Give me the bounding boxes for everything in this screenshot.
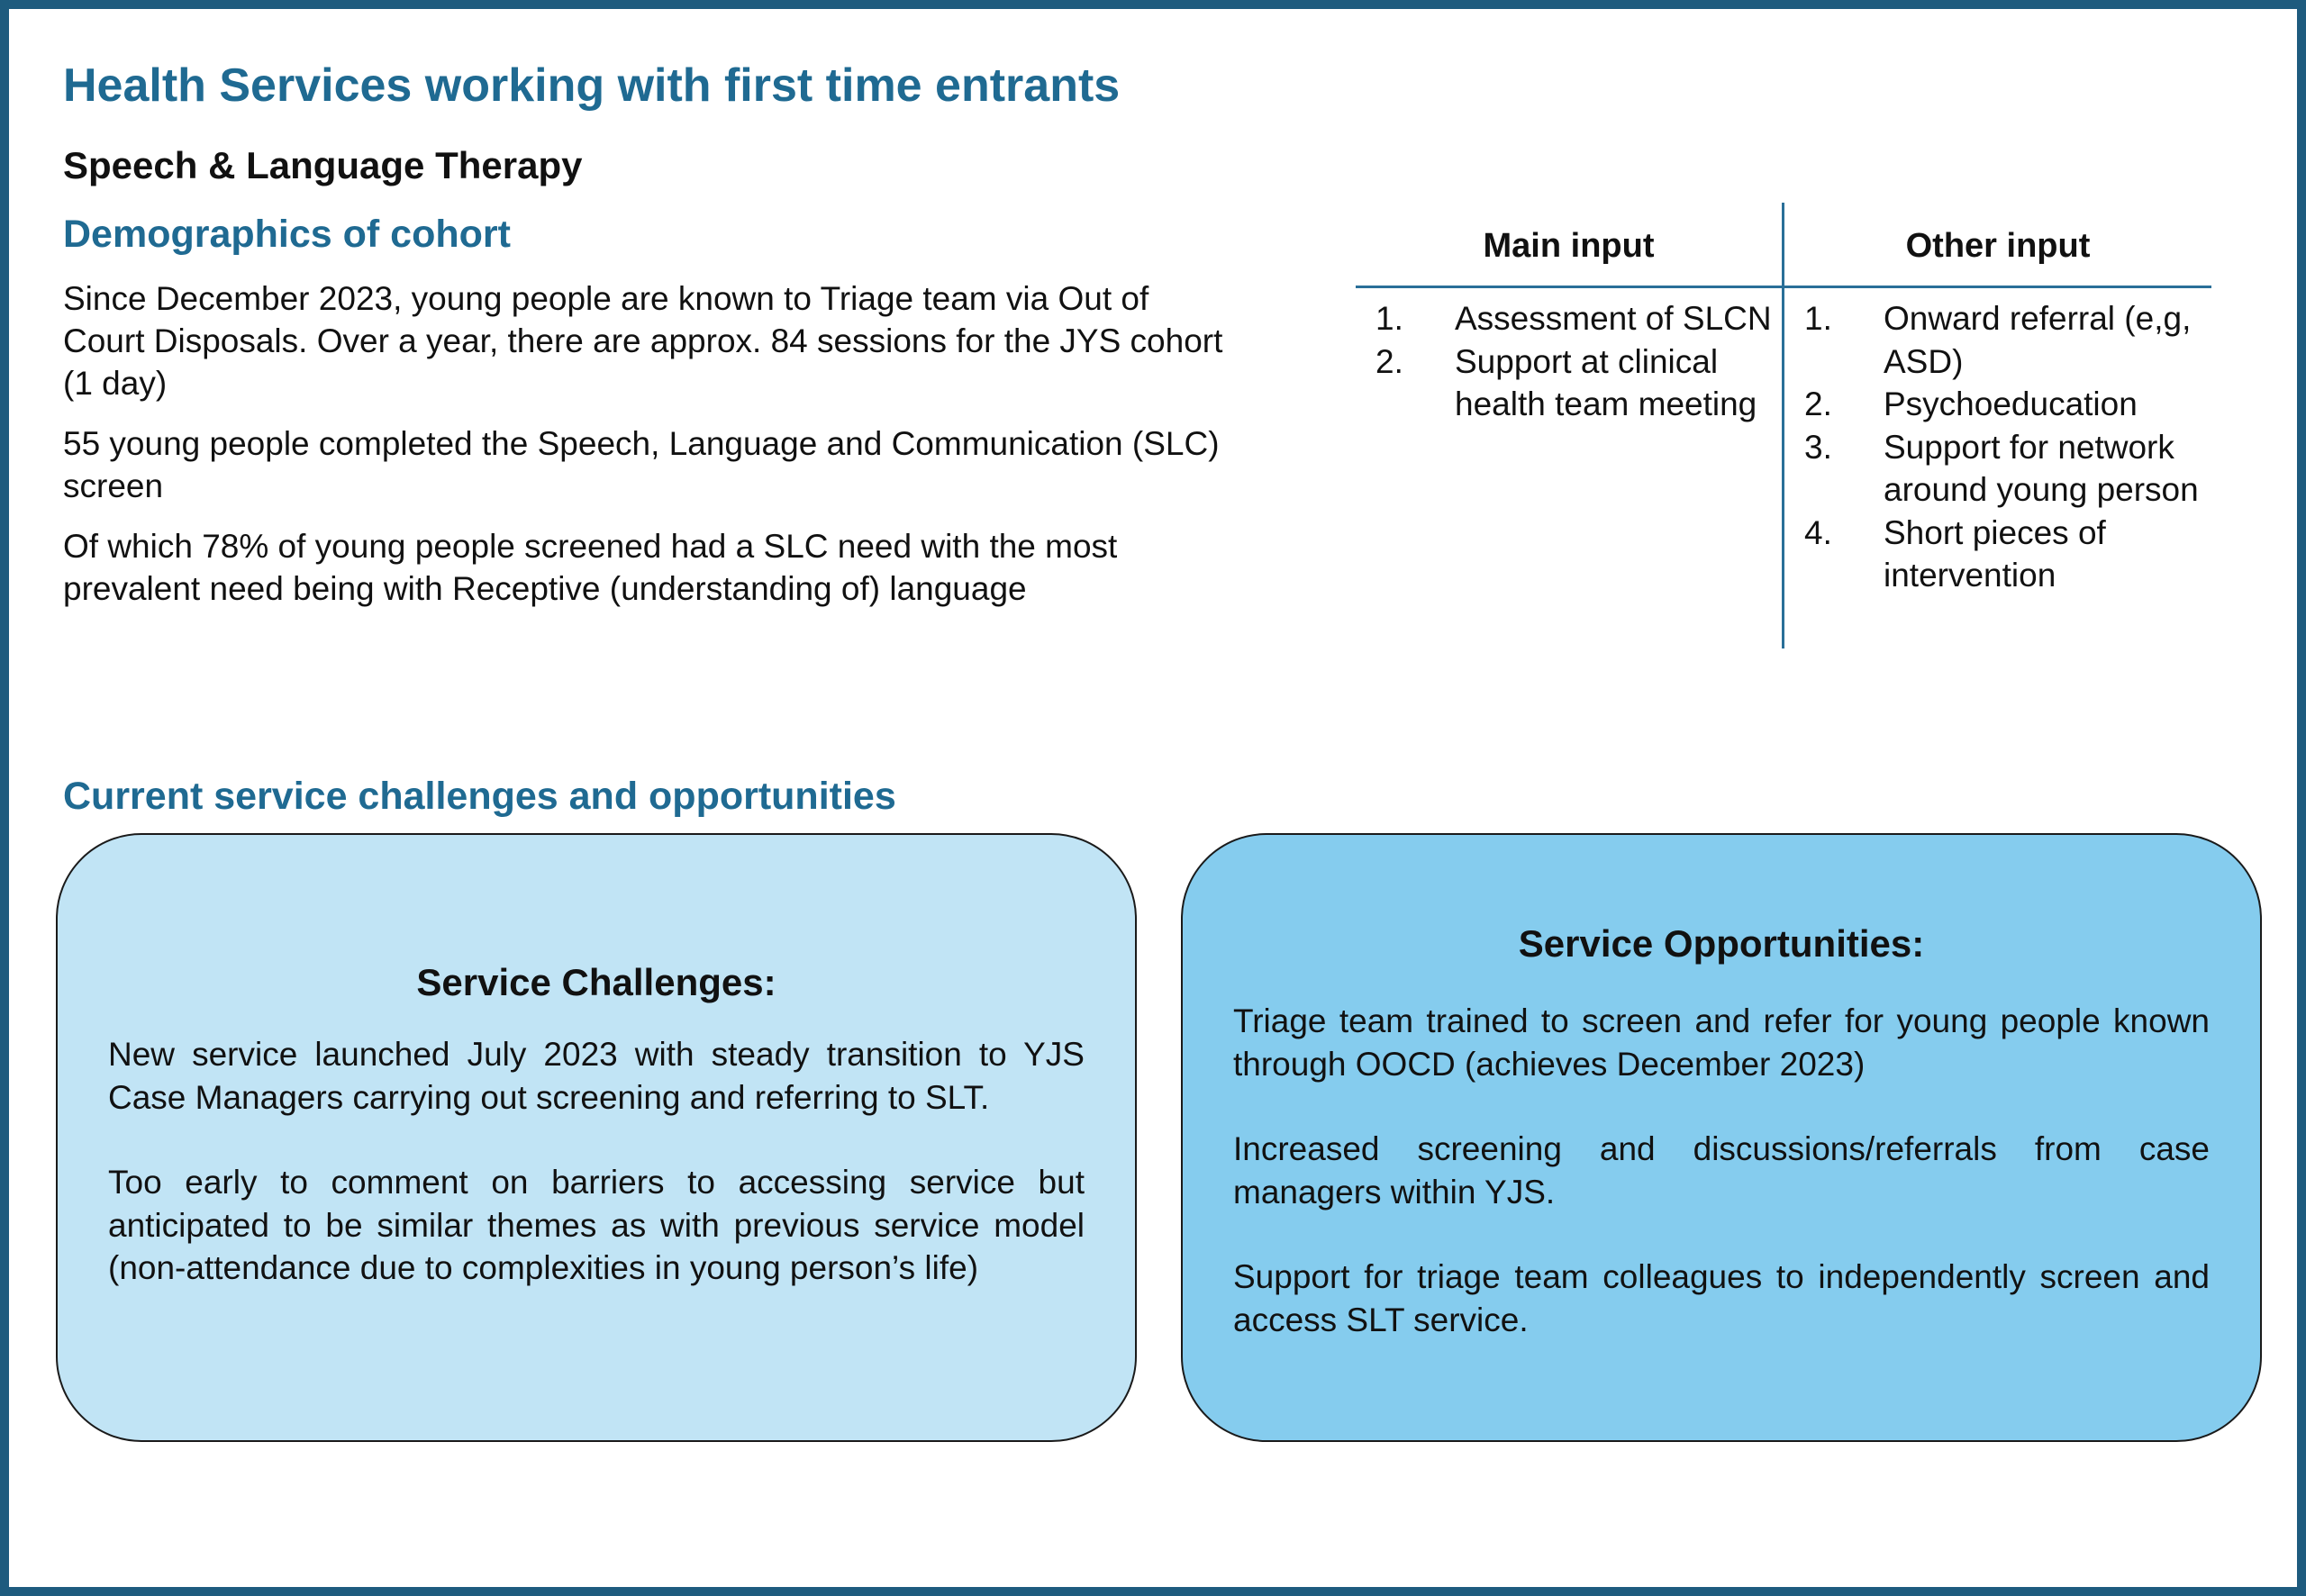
service-opportunities-paragraph: Support for triage team colleagues to independently screen and access SLT service.	[1233, 1258, 2210, 1338]
main-input-header: Main input	[1483, 227, 1655, 265]
list-number: 4.	[1804, 513, 1832, 551]
list-number: 1.	[1375, 300, 1403, 337]
input-table	[1356, 203, 2211, 648]
main-input-item	[1375, 297, 1772, 340]
list-item-text: Onward referral (e,g, ASD)	[1884, 300, 2192, 380]
service-challenges-box	[56, 833, 1137, 1442]
list-item-text: Short pieces of intervention	[1884, 513, 2106, 594]
demographics-paragraph: Since December 2023, young people are known to Triage team via Out of Court Disposals. Over a year, there are approx. 84 sessions for the JYS cohort (1 day)	[63, 280, 1223, 402]
other-input-item	[1804, 426, 2210, 512]
list-item-text: Psychoeducation	[1884, 385, 2138, 422]
service-challenges-paragraph: New service launched July 2023 with steady transition to YJS Case Managers carrying out screening and referring to SLT.	[108, 1036, 1085, 1116]
service-challenges-content	[108, 961, 1085, 1332]
demographics-paragraph: Of which 78% of young people screened had a SLC need with the most prevalent need being with Receptive (understanding of) language	[63, 528, 1118, 607]
list-number: 2.	[1804, 385, 1832, 422]
service-opportunities-title: Service Opportunities:	[1518, 922, 1925, 965]
demographics-heading: Demographics of cohort	[63, 213, 511, 256]
service-challenges-paragraph: Too early to comment on barriers to accessing service but anticipated to be similar themes as with previous service model (non-attendance due to complexities in young person’s life)	[108, 1164, 1085, 1286]
challenges-section-heading: Current service challenges and opportunities	[63, 775, 896, 818]
page-title: Health Services working with first time entrants	[63, 59, 1121, 112]
other-input-list	[1804, 297, 2210, 597]
main-input-item	[1375, 340, 1772, 426]
service-opportunities-paragraph: Increased screening and discussions/referrals from case managers within YJS.	[1233, 1130, 2210, 1211]
list-number: 1.	[1804, 300, 1832, 337]
list-number: 2.	[1375, 342, 1403, 380]
other-input-header: Other input	[1905, 227, 2091, 265]
list-item-text: Support at clinical health team meeting	[1455, 342, 1757, 422]
table-column-divider	[1782, 203, 1784, 648]
service-challenges-title: Service Challenges:	[416, 961, 776, 1003]
service-opportunities-content	[1233, 922, 2210, 1383]
main-input-list	[1375, 297, 1772, 426]
list-number: 3.	[1804, 428, 1832, 466]
other-input-item	[1804, 512, 2210, 597]
demographics-body	[63, 277, 1225, 628]
other-input-item	[1804, 297, 2210, 383]
list-item-text: Assessment of SLCN	[1455, 300, 1772, 337]
list-item-text: Support for network around young person	[1884, 428, 2199, 508]
service-opportunities-box	[1181, 833, 2262, 1442]
page-subtitle: Speech & Language Therapy	[63, 144, 583, 186]
other-input-item	[1804, 383, 2210, 426]
demographics-paragraph: 55 young people completed the Speech, Language and Communication (SLC) screen	[63, 425, 1220, 504]
service-opportunities-paragraph: Triage team trained to screen and refer for young people known through OOCD (achieves December 2023)	[1233, 1002, 2210, 1083]
